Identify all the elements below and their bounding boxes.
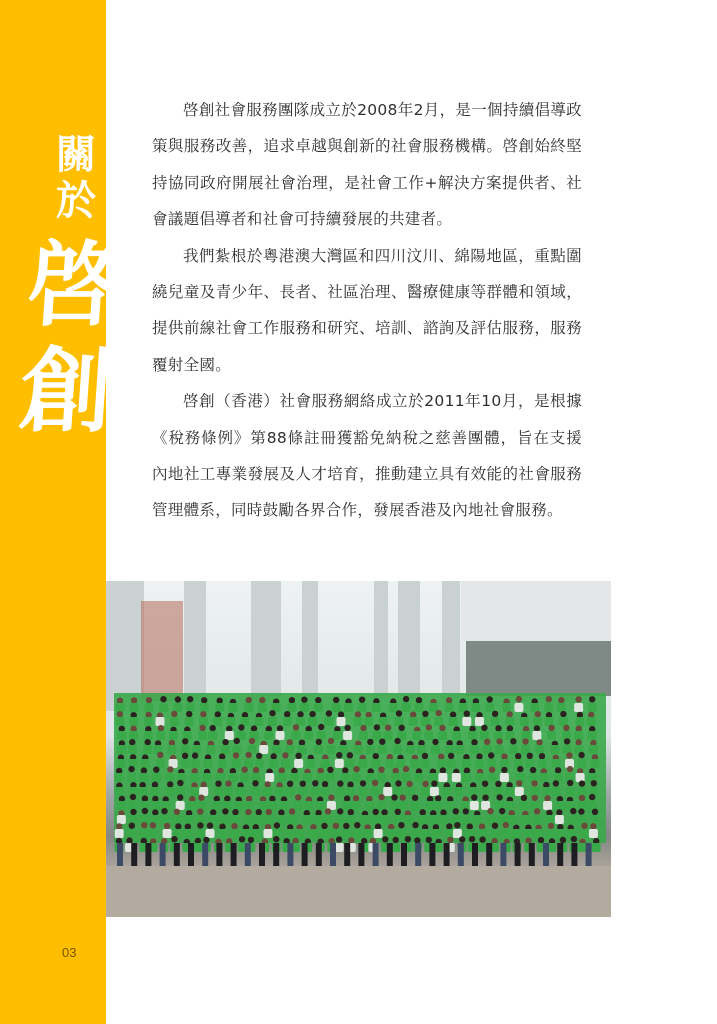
paragraph: 啓創（香港）社會服務網絡成立於2011年10月，是根據《稅務條例》第88條註冊獲豁免納稅之慈善團體，旨在支援內地社工專業發展及人才培育，推動建立具有效能的社會服務管理體系，同時鼓勵各界合作，發展香港及內地社會服務。: [152, 392, 582, 520]
paragraph: 我們紮根於粵港澳大灣區和四川汶川、綿陽地區，重點圍繞兒童及青少年、長者、社區治理、醫療健康等群體和領域，提供前線社會工作服務和研究、培訓、諮詢及評估服務，服務覆射全國。: [152, 246, 582, 374]
title-char: 啓: [23, 231, 120, 339]
group-photo: [106, 581, 611, 917]
title-char: 關: [56, 131, 96, 178]
title-char: 創: [16, 337, 113, 445]
sidebar: [0, 0, 120, 1024]
group-photo-illustration: [106, 581, 611, 917]
title-char: 於: [56, 177, 96, 224]
paragraph: 啓創社會服務團隊成立於2008年2月，是一個持續倡導政策與服務改善，追求卓越與創新的社會服務機構。啓創始終堅持協同政府開展社會治理，是社會工作+解決方案提供者、社會議題倡導者和社會可持續發展的共建者。: [152, 101, 582, 229]
title-guan-yu: [52, 132, 100, 224]
intro-text: [152, 92, 582, 529]
page-number: 03: [62, 945, 77, 960]
title-kai-chuang: [0, 231, 120, 445]
